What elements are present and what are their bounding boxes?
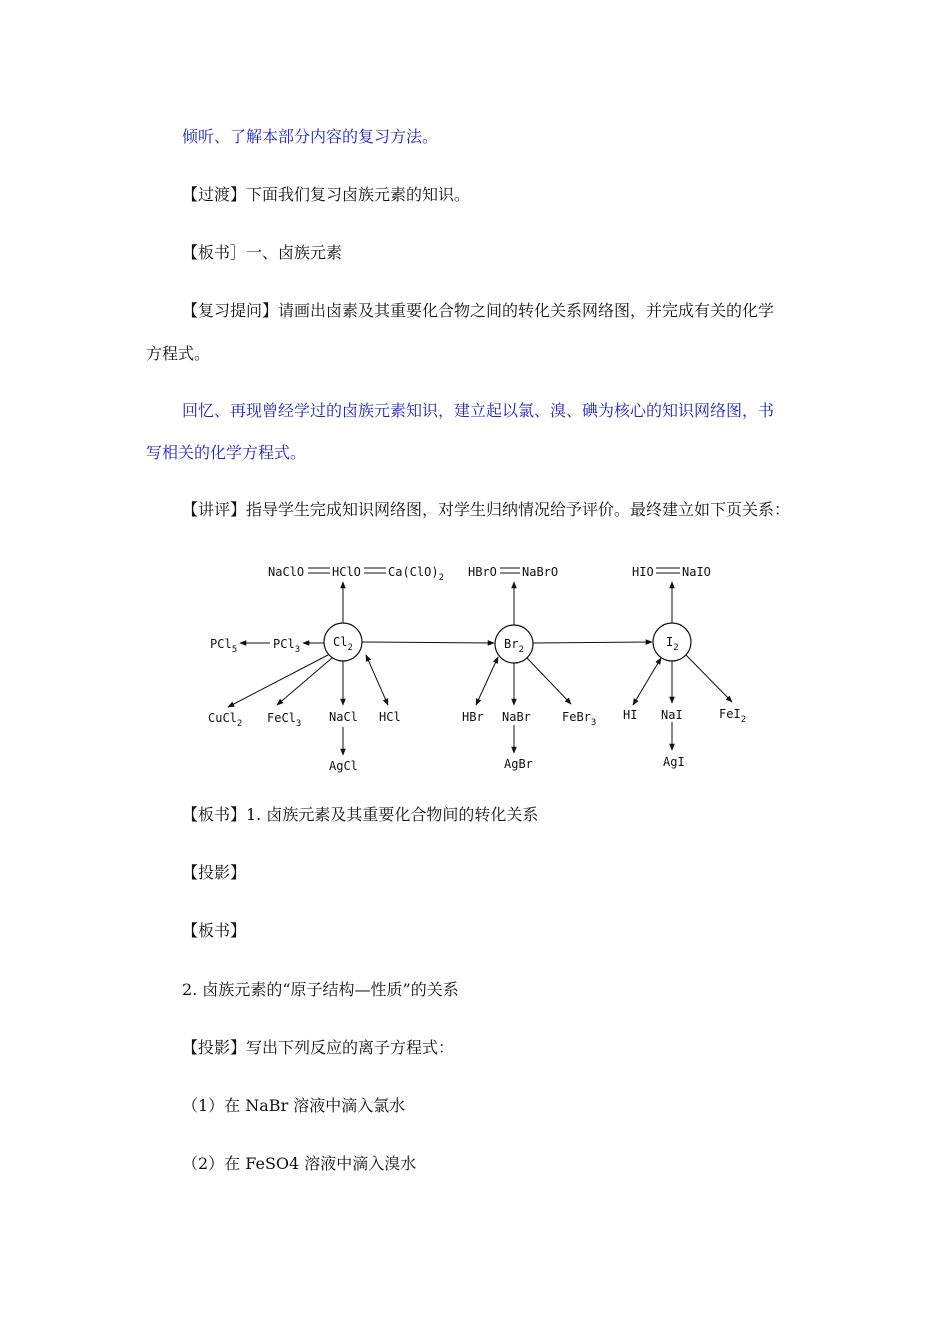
para-recall-2: 写相关的化学方程式。 [146,443,307,462]
label-agcl: AgCl [329,759,358,773]
label-pcl5: PCl$_5$ [210,637,238,655]
label-naio: NaIO [682,565,711,579]
label-hbr: HBr [462,710,484,724]
label-nabr: NaBr [502,710,531,724]
para-projection-1: 【投影】 [182,863,247,882]
para-structure-property: 2. 卤族元素的“原子结构—性质”的关系 [182,980,459,999]
label-agbr: AgBr [504,757,533,771]
para-question-1: （1）在 NaBr 溶液中滴入氯水 [182,1096,406,1115]
label-cl2: $Cl_2$ [333,635,353,653]
arrow-cl2-br2 [362,642,494,643]
label-hcl: HCl [379,710,401,724]
label-nacl: NaCl [329,710,358,724]
para-recall-1: 回忆、再现曾经学过的卤族元素知识，建立起以氯、溴、碘为核心的知识网络图，书 [182,401,775,420]
para-comment: 【讲评】指导学生完成知识网络图，对学生归纳情况给予评价。最终建立如下页关系： [182,500,791,519]
para-review-method: 倾听、了解本部分内容的复习方法。 [182,127,439,146]
label-caclo2: $Ca(ClO)_2$ [388,565,444,583]
label-naclo: NaClO [268,565,305,579]
arrow-cl2-hcl [366,655,388,705]
para-review-question-2: 方程式。 [146,344,211,363]
arrow-cl2-cucl2 [228,655,328,707]
para-review-question-1: 【复习提问】请画出卤素及其重要化合物之间的转化关系网络图，并完成有关的化学 [182,301,775,320]
label-hio: HIO [632,565,654,579]
label-nai: NaI [661,708,683,722]
label-i2: $I_2$ [666,635,679,653]
para-transition: 【过渡】下面我们复习卤族元素的知识。 [182,185,471,204]
para-board-1: 【板书】1. 卤族元素及其重要化合物间的转化关系 [182,805,539,824]
arrow-cl2-fecl3 [277,658,332,705]
para-projection-2: 【投影】写出下列反应的离子方程式： [182,1038,455,1057]
arrow-br2-febr3 [527,658,571,704]
label-pcl3: PCl$_3$ [273,637,301,655]
halogen-network-diagram [200,552,760,782]
label-hbro: HBrO [468,565,497,579]
label-hclo: HClO [332,565,361,579]
para-board-2: 【板书】 [182,921,247,940]
label-nabro: NaBrO [522,565,559,579]
arrow-i2-hi [633,658,661,705]
arrow-br2-i2 [533,642,652,643]
label-fecl3: FeCl$_3$ [267,711,302,729]
label-agi: AgI [663,755,685,769]
para-board-heading-1: 【板书］一、卤族元素 [182,243,343,262]
para-question-2: （2）在 FeSO4 溶液中滴入溴水 [182,1154,417,1173]
label-fei2: FeI$_2$ [719,707,747,725]
arrow-i2-fei2 [686,655,732,702]
label-br2: $Br_2$ [504,637,524,655]
label-cucl2: CuCl$_2$ [208,711,243,729]
label-febr3: FeBr$_3$ [562,710,597,728]
arrow-br2-hbr [476,657,498,705]
label-hi: HI [623,708,638,722]
